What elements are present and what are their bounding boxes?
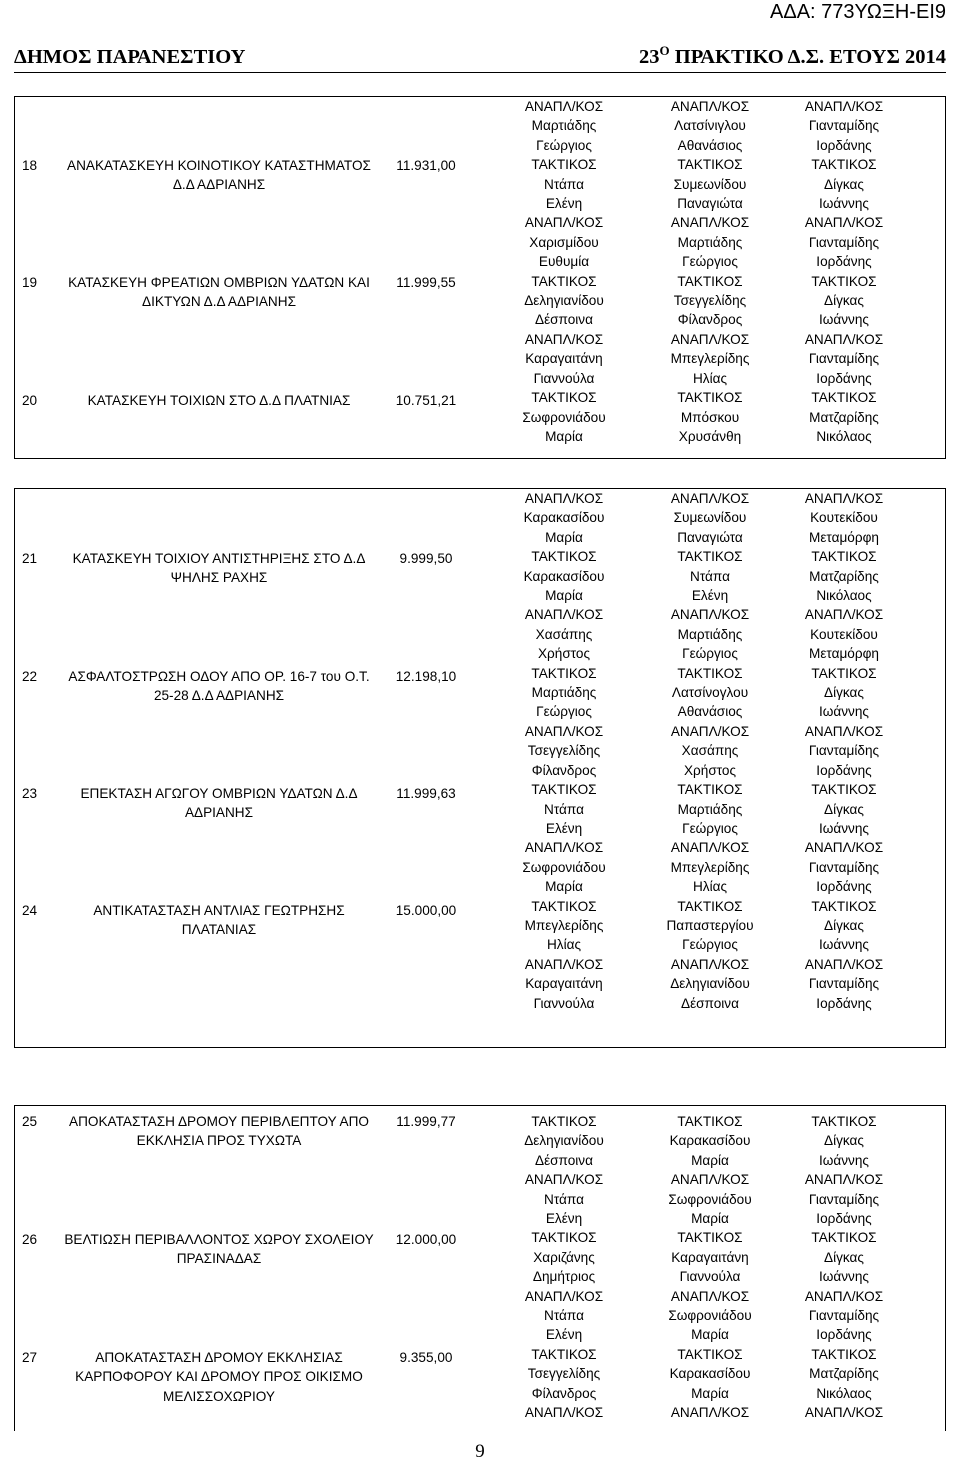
member-role: ΤΑΚΤΙΚΟΣ (811, 157, 877, 173)
member-role: ΤΑΚΤΙΚΟΣ (677, 1230, 743, 1246)
member-name: Ματζαρίδης (809, 1366, 879, 1382)
member-name: Ηλίας (692, 879, 728, 895)
member-role: ΤΑΚΤΙΚΟΣ (531, 1114, 597, 1129)
member-role: ΑΝΑΠΛ/ΚΟΣ (804, 1172, 884, 1188)
member-name: Λατσίνιγλου (674, 118, 746, 134)
member-name: Ευθυμία (538, 254, 590, 270)
member-name: Ντάπα (544, 1308, 584, 1324)
page-number: 9 (475, 1441, 485, 1462)
member-name: Χρυσάνθη (678, 428, 742, 444)
member-name: Μαρία (691, 1211, 729, 1227)
member-role: ΤΑΚΤΙΚΟΣ (811, 1114, 877, 1129)
member-name: Δέσποινα (535, 1152, 593, 1168)
member-name: Ιορδάνης (816, 370, 872, 386)
table-block (14, 488, 946, 1048)
row-number: 23 (22, 786, 38, 801)
project-amount: 9.355,00 (399, 1350, 453, 1365)
member-role: ΑΝΑΠΛ/ΚΟΣ (670, 331, 750, 347)
member-name: Γεώργιος (682, 646, 738, 662)
project-title: ΑΠΟΚΑΤΑΣΤΑΣΗ ΔΡΟΜΟΥ ΕΚΚΛΗΣΙΑΣ ΚΑΡΠΟΦΟΡΟΥ ΚΑΙ ΔΡΟΜΟΥ ΠΡΟΣ ΟΙΚΙΣΜΟ ΜΕΛΙΣΣΟΧΩΡΙΟΥ (75, 1350, 363, 1404)
member-role: ΑΝΑΠΛ/ΚΟΣ (804, 215, 884, 231)
member-role: ΑΝΑΠΛ/ΚΟΣ (804, 607, 884, 623)
member-name: Ιωάννης (819, 1269, 869, 1285)
member-role: ΑΝΑΠΛ/ΚΟΣ (524, 1405, 604, 1421)
member-role: ΤΑΚΤΙΚΟΣ (811, 390, 877, 406)
member-name: Ελένη (691, 588, 729, 604)
member-name: Μεταμόρφη (809, 646, 879, 662)
member-role: ΤΑΚΤΙΚΟΣ (531, 157, 597, 173)
member-name: Γιανταμίδης (808, 743, 880, 759)
member-role: ΑΝΑΠΛ/ΚΟΣ (670, 1405, 750, 1421)
member-role: ΤΑΚΤΙΚΟΣ (811, 549, 877, 565)
committee-column-a (489, 1112, 639, 1423)
member-role: ΑΝΑΠΛ/ΚΟΣ (670, 956, 750, 972)
committee-column-a (489, 489, 639, 1013)
member-name: Δίγκας (824, 917, 864, 933)
member-name: Μαρία (545, 879, 583, 895)
member-role: ΑΝΑΠΛ/ΚΟΣ (670, 491, 750, 506)
committee-column-b (635, 489, 785, 1013)
member-role: ΑΝΑΠΛ/ΚΟΣ (524, 840, 604, 856)
minutes-title (639, 44, 946, 70)
member-role: ΑΝΑΠΛ/ΚΟΣ (670, 1288, 750, 1304)
member-role: ΑΝΑΠΛ/ΚΟΣ (524, 1172, 604, 1188)
project-title: ΑΝΤΙΚΑΤΑΣΤΑΣΗ ΑΝΤΛΙΑΣ ΓΕΩΤΡΗΣΗΣ ΠΛΑΤΑΝΙΑΣ (93, 903, 345, 938)
project-amount: 15.000,00 (395, 903, 457, 918)
member-name: Μαρία (691, 1327, 729, 1343)
project-title: ΒΕΛΤΙΩΣΗ ΠΕΡΙΒΑΛΛΟΝΤΟΣ ΧΩΡΟΥ ΣΧΟΛΕΙΟΥ ΠΡΑΣΙΝΑΔΑΣ (64, 1232, 374, 1267)
member-name: Χασάπης (535, 626, 593, 642)
member-name: Μαρία (545, 588, 583, 604)
ordinal-sup: Ο (659, 43, 670, 58)
member-name: Ντάπα (544, 801, 584, 817)
committee-column-c (769, 1112, 919, 1423)
document-header (14, 44, 946, 70)
project-amount: 10.751,21 (395, 393, 457, 408)
member-role: ΑΝΑΠΛ/ΚΟΣ (804, 331, 884, 347)
member-name: Γιαννούλα (533, 370, 595, 386)
member-name: Μαρτιάδης (677, 234, 743, 250)
member-name: Μαρία (691, 1385, 729, 1401)
member-name: Μαρτιάδης (677, 626, 743, 642)
member-name: Γιανταμίδης (808, 234, 880, 250)
member-role: ΑΝΑΠΛ/ΚΟΣ (670, 840, 750, 856)
member-name: Δίγκας (824, 1249, 864, 1265)
member-name: Καρακασίδου (523, 510, 605, 526)
member-name: Κουτεκίδου (810, 626, 878, 642)
member-role: ΑΝΑΠΛ/ΚΟΣ (670, 215, 750, 231)
project-amount: 11.999,63 (396, 786, 456, 801)
project-title: ΑΣΦΑΛΤΟΣΤΡΩΣΗ ΟΔΟΥ ΑΠΟ ΟΡ. 16-7 του Ο.Τ. 25-28 Δ.Δ ΑΔΡΙΑΝΗΣ (68, 669, 370, 704)
member-name: Ελένη (545, 1327, 583, 1343)
member-role: ΤΑΚΤΙΚΟΣ (677, 1346, 743, 1362)
table-block (14, 96, 946, 459)
member-name: Μπεγλερίδης (670, 351, 750, 367)
member-name: Δέσποινα (681, 995, 739, 1011)
member-name: Δίγκας (824, 685, 864, 701)
member-name: Φίλανδρος (531, 1385, 597, 1401)
member-role: ΤΑΚΤΙΚΟΣ (811, 665, 877, 681)
member-name: Σωφρονιάδου (522, 859, 606, 875)
project-title: ΕΠΕΚΤΑΣΗ ΑΓΩΓΟΥ ΟΜΒΡΙΩΝ ΥΔΑΤΩΝ Δ.Δ ΑΔΡΙΑΝΗΣ (80, 786, 358, 821)
member-name: Σωφρονιάδου (522, 409, 606, 425)
member-name: Γιανταμίδης (808, 351, 880, 367)
member-name: Καρακασίδου (523, 568, 605, 584)
member-name: Παναγιώτα (677, 529, 743, 545)
member-name: Ιωάννης (819, 937, 869, 953)
member-name: Γιανταμίδης (808, 118, 880, 134)
member-name: Καρακασίδου (669, 1366, 751, 1382)
member-name: Ιωάννης (819, 704, 869, 720)
member-name: Μπόσκου (680, 409, 740, 425)
member-name: Μαρτιάδης (531, 685, 597, 701)
member-name: Καρακασίδου (669, 1133, 751, 1149)
member-name: Γιανταμίδης (808, 859, 880, 875)
member-role: ΤΑΚΤΙΚΟΣ (531, 390, 597, 406)
member-role: ΤΑΚΤΙΚΟΣ (531, 782, 597, 798)
table-block (14, 1105, 946, 1431)
member-name: Μπεγλερίδης (524, 917, 604, 933)
member-name: Δίγκας (824, 293, 864, 309)
project-amount: 11.999,77 (396, 1114, 456, 1129)
row-number: 19 (22, 275, 38, 290)
member-name: Δίγκας (824, 801, 864, 817)
member-name: Ντάπα (544, 1191, 584, 1207)
member-name: Συμεωνίδου (673, 176, 747, 192)
member-role: ΑΝΑΠΛ/ΚΟΣ (804, 491, 884, 506)
member-name: Συμεωνίδου (673, 510, 747, 526)
member-name: Ματζαρίδης (809, 568, 879, 584)
project-title: ΑΠΟΚΑΤΑΣΤΑΣΗ ΔΡΟΜΟΥ ΠΕΡΙΒΛΕΠΤΟΥ ΑΠΟ ΕΚΚΛΗΣΙΑ ΠΡΟΣ ΤΥΧΩΤΑ (69, 1114, 369, 1149)
member-role: ΑΝΑΠΛ/ΚΟΣ (524, 1288, 604, 1304)
committee-column-c (769, 97, 919, 446)
minutes-number: 23 (639, 46, 660, 68)
committee-column-b (635, 1112, 785, 1423)
member-role: ΤΑΚΤΙΚΟΣ (677, 665, 743, 681)
member-role: ΤΑΚΤΙΚΟΣ (677, 273, 743, 289)
member-role: ΤΑΚΤΙΚΟΣ (811, 782, 877, 798)
member-name: Καραγαιτάνη (671, 1249, 749, 1265)
member-role: ΑΝΑΠΛ/ΚΟΣ (524, 99, 604, 114)
member-name: Καραγαιτάνη (525, 976, 603, 992)
row-number: 18 (22, 158, 38, 173)
member-name: Ιορδάνης (816, 995, 872, 1011)
member-role: ΤΑΚΤΙΚΟΣ (531, 898, 597, 914)
ada-code: ΑΔΑ: 773ΥΩΞΗ-ΕΙ9 (770, 1, 946, 23)
member-name: Νικόλαος (816, 588, 872, 604)
member-role: ΤΑΚΤΙΚΟΣ (677, 549, 743, 565)
row-number: 21 (22, 551, 38, 566)
member-name: Δεληγιανίδου (524, 293, 604, 309)
member-name: Χασάπης (681, 743, 739, 759)
member-name: Γιανταμίδης (808, 976, 880, 992)
municipality-title: ΔΗΜΟΣ ΠΑΡΑΝΕΣΤΙΟΥ (14, 46, 246, 68)
row-number: 24 (22, 903, 38, 918)
member-name: Γεώργιος (682, 820, 738, 836)
member-role: ΑΝΑΠΛ/ΚΟΣ (804, 723, 884, 739)
project-title: ΚΑΤΑΣΚΕΥΗ ΤΟΙΧΙΩΝ ΣΤΟ Δ.Δ ΠΛΑΤΝΙΑΣ (87, 393, 351, 408)
member-role: ΤΑΚΤΙΚΟΣ (811, 273, 877, 289)
minutes-title-text: ΠΡΑΚΤΙΚΟ Δ.Σ. ΕΤΟΥΣ 2014 (669, 46, 946, 68)
member-name: Λατσίνογλου (671, 685, 749, 701)
member-name: Γεώργιος (682, 254, 738, 270)
member-name: Γιανταμίδης (808, 1308, 880, 1324)
project-title: ΚΑΤΑΣΚΕΥΗ ΤΟΙΧΙΟΥ ΑΝΤΙΣΤΗΡΙΞΗΣ ΣΤΟ Δ.Δ ΨΗΛΗΣ ΡΑΧΗΣ (72, 551, 366, 586)
member-name: Νικόλαος (816, 1385, 872, 1401)
member-name: Φίλανδρος (677, 312, 743, 328)
member-name: Γιαννούλα (533, 995, 595, 1011)
member-name: Καραγαιτάνη (525, 351, 603, 367)
member-role: ΤΑΚΤΙΚΟΣ (811, 898, 877, 914)
member-role: ΤΑΚΤΙΚΟΣ (531, 273, 597, 289)
member-role: ΑΝΑΠΛ/ΚΟΣ (524, 491, 604, 506)
member-name: Ιωάννης (819, 312, 869, 328)
member-name: Μαρτιάδης (677, 801, 743, 817)
member-role: ΑΝΑΠΛ/ΚΟΣ (670, 99, 750, 114)
member-role: ΤΑΚΤΙΚΟΣ (677, 157, 743, 173)
member-name: Ματζαρίδης (809, 409, 879, 425)
member-name: Ελένη (545, 1211, 583, 1227)
member-role: ΤΑΚΤΙΚΟΣ (531, 1230, 597, 1246)
member-name: Ελένη (545, 820, 583, 836)
member-name: Δέσποινα (535, 312, 593, 328)
member-name: Χαριζάνης (533, 1249, 595, 1265)
member-name: Ηλίας (692, 370, 728, 386)
member-role: ΤΑΚΤΙΚΟΣ (677, 898, 743, 914)
project-title: ΚΑΤΑΣΚΕΥΗ ΦΡΕΑΤΙΩΝ ΟΜΒΡΙΩΝ ΥΔΑΤΩΝ ΚΑΙ ΔΙΚΤΥΩΝ Δ.Δ ΑΔΡΙΑΝΗΣ (68, 275, 370, 310)
member-role: ΑΝΑΠΛ/ΚΟΣ (524, 215, 604, 231)
member-name: Τσεγγελίδης (527, 743, 601, 759)
member-role: ΑΝΑΠΛ/ΚΟΣ (804, 840, 884, 856)
member-name: Ντάπα (544, 176, 584, 192)
member-role: ΑΝΑΠΛ/ΚΟΣ (524, 723, 604, 739)
member-role: ΑΝΑΠΛ/ΚΟΣ (524, 331, 604, 347)
committee-column-a (489, 97, 639, 446)
member-name: Μαρία (691, 1152, 729, 1168)
member-name: Φίλανδρος (531, 762, 597, 778)
member-name: Χρήστος (537, 646, 591, 662)
committee-column-b (635, 97, 785, 446)
member-name: Ελένη (545, 196, 583, 212)
member-name: Γεώργιος (536, 137, 592, 153)
member-name: Χρήστος (683, 762, 737, 778)
member-name: Ιορδάνης (816, 762, 872, 778)
member-role: ΑΝΑΠΛ/ΚΟΣ (804, 956, 884, 972)
member-name: Ιωάννης (819, 820, 869, 836)
row-number: 22 (22, 669, 38, 684)
member-name: Τσεγγελίδης (527, 1366, 601, 1382)
member-name: Γιανταμίδης (808, 1191, 880, 1207)
member-role: ΤΑΚΤΙΚΟΣ (811, 1346, 877, 1362)
committee-column-c (769, 489, 919, 1013)
member-name: Μαρία (545, 428, 583, 444)
member-role: ΑΝΑΠΛ/ΚΟΣ (670, 1172, 750, 1188)
project-amount: 12.198,10 (395, 669, 457, 684)
member-name: Δίγκας (824, 176, 864, 192)
member-name: Μαρτιάδης (531, 118, 597, 134)
member-role: ΤΑΚΤΙΚΟΣ (811, 1230, 877, 1246)
member-name: Ιωάννης (819, 196, 869, 212)
member-role: ΤΑΚΤΙΚΟΣ (677, 1114, 743, 1129)
member-name: Νικόλαος (816, 428, 872, 444)
member-name: Δημήτριος (532, 1269, 596, 1285)
member-name: Παναγιώτα (677, 196, 743, 212)
project-amount: 12.000,00 (395, 1232, 457, 1247)
member-name: Τσεγγελίδης (673, 293, 747, 309)
member-name: Ιορδάνης (816, 1211, 872, 1227)
member-name: Αθανάσιος (677, 704, 743, 720)
member-name: Ηλίας (546, 937, 582, 953)
member-name: Κουτεκίδου (810, 510, 878, 526)
member-role: ΑΝΑΠΛ/ΚΟΣ (804, 1288, 884, 1304)
member-name: Ιορδάνης (816, 1327, 872, 1343)
row-number: 26 (22, 1232, 38, 1247)
member-name: Αθανάσιος (677, 137, 743, 153)
project-amount: 9.999,50 (399, 551, 453, 566)
member-role: ΤΑΚΤΙΚΟΣ (677, 390, 743, 406)
member-role: ΑΝΑΠΛ/ΚΟΣ (804, 1405, 884, 1421)
member-role: ΑΝΑΠΛ/ΚΟΣ (804, 99, 884, 114)
member-role: ΤΑΚΤΙΚΟΣ (531, 665, 597, 681)
member-name: Ιορδάνης (816, 254, 872, 270)
member-role: ΑΝΑΠΛ/ΚΟΣ (524, 607, 604, 623)
member-name: Χαρισμίδου (529, 234, 599, 250)
row-number: 27 (22, 1350, 38, 1365)
member-role: ΑΝΑΠΛ/ΚΟΣ (670, 607, 750, 623)
member-name: Σωφρονιάδου (668, 1191, 752, 1207)
member-name: Μπεγλερίδης (670, 859, 750, 875)
member-name: Ιωάννης (819, 1152, 869, 1168)
header-rule (14, 72, 946, 73)
member-name: Γεώργιος (536, 704, 592, 720)
row-number: 25 (22, 1114, 38, 1129)
member-role: ΤΑΚΤΙΚΟΣ (531, 549, 597, 565)
member-name: Γεώργιος (682, 937, 738, 953)
project-title: ΑΝΑΚΑΤΑΣΚΕΥΗ ΚΟΙΝΟΤΙΚΟΥ ΚΑΤΑΣΤΗΜΑΤΟΣ Δ.Δ ΑΔΡΙΑΝΗΣ (67, 158, 371, 193)
member-name: Ιορδάνης (816, 137, 872, 153)
member-name: Γιαννούλα (679, 1269, 741, 1285)
member-role: ΑΝΑΠΛ/ΚΟΣ (670, 723, 750, 739)
member-name: Δίγκας (824, 1133, 864, 1149)
member-name: Ιορδάνης (816, 879, 872, 895)
project-amount: 11.999,55 (396, 275, 456, 290)
member-role: ΑΝΑΠΛ/ΚΟΣ (524, 956, 604, 972)
member-role: ΤΑΚΤΙΚΟΣ (677, 782, 743, 798)
row-number: 20 (22, 393, 38, 408)
member-name: Δεληγιανίδου (524, 1133, 604, 1149)
member-name: Δεληγιανίδου (670, 976, 750, 992)
member-name: Παπαστεργίου (666, 917, 754, 933)
member-role: ΤΑΚΤΙΚΟΣ (531, 1346, 597, 1362)
member-name: Σωφρονιάδου (668, 1308, 752, 1324)
member-name: Ντάπα (690, 568, 730, 584)
member-name: Μαρία (545, 529, 583, 545)
project-amount: 11.931,00 (396, 158, 456, 173)
member-name: Μεταμόρφη (809, 529, 879, 545)
